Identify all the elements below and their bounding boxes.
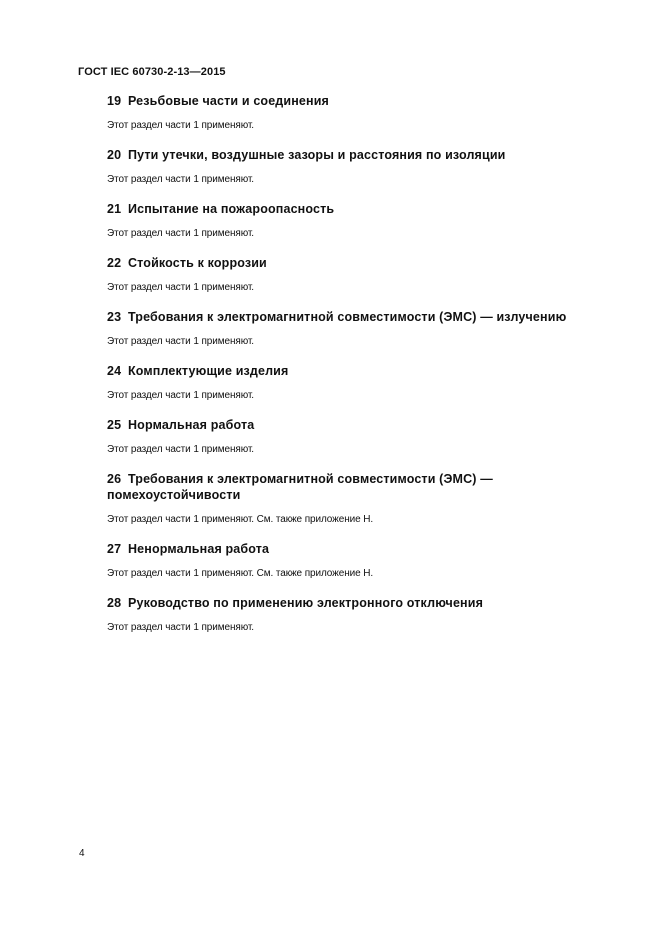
section-text: Этот раздел части 1 применяют. См. также приложение Н. bbox=[107, 514, 374, 525]
section-title: Пути утечки, воздушные зазоры и расстояния по изоляции bbox=[128, 148, 506, 162]
section-title: Испытание на пожароопасность bbox=[128, 202, 335, 216]
section-23 bbox=[107, 309, 607, 348]
section-27 bbox=[107, 541, 607, 580]
section-number: 22 bbox=[107, 256, 122, 270]
section-25 bbox=[107, 417, 607, 456]
section-heading bbox=[107, 541, 607, 557]
section-number: 23 bbox=[107, 310, 122, 324]
section-text: Этот раздел части 1 применяют. bbox=[107, 390, 254, 401]
section-heading bbox=[107, 147, 607, 163]
section-number: 26 bbox=[107, 472, 122, 486]
section-title: Стойкость к коррозии bbox=[128, 256, 267, 270]
section-heading bbox=[107, 309, 607, 325]
section-28 bbox=[107, 595, 607, 634]
section-heading bbox=[107, 255, 607, 271]
section-text: Этот раздел части 1 применяют. bbox=[107, 228, 254, 239]
section-text: Этот раздел части 1 применяют. bbox=[107, 622, 254, 633]
section-heading bbox=[107, 417, 607, 433]
section-heading bbox=[107, 595, 607, 611]
section-title: Ненормальная работа bbox=[128, 542, 270, 556]
section-number: 24 bbox=[107, 364, 122, 378]
section-title: Требования к электромагнитной совместимости (ЭМС) — излучению bbox=[128, 310, 567, 324]
section-24 bbox=[107, 363, 607, 402]
page-number: 4 bbox=[79, 848, 85, 859]
section-19 bbox=[107, 93, 607, 132]
section-number: 25 bbox=[107, 418, 122, 432]
section-number: 20 bbox=[107, 148, 122, 162]
section-number: 19 bbox=[107, 94, 122, 108]
section-text: Этот раздел части 1 применяют. bbox=[107, 282, 254, 293]
standard-code: ГОСТ IEC 60730-2-13—2015 bbox=[78, 66, 226, 78]
section-21 bbox=[107, 201, 607, 240]
section-title: Комплектующие изделия bbox=[128, 364, 289, 378]
section-title: Нормальная работа bbox=[128, 418, 255, 432]
section-number: 28 bbox=[107, 596, 122, 610]
section-22 bbox=[107, 255, 607, 294]
section-26 bbox=[107, 471, 607, 526]
section-text: Этот раздел части 1 применяют. bbox=[107, 336, 254, 347]
section-heading bbox=[107, 363, 607, 379]
section-text: Этот раздел части 1 применяют. bbox=[107, 174, 254, 185]
section-title: Требования к электромагнитной совместимости (ЭМС) — помехоустойчивости bbox=[107, 472, 493, 502]
section-20 bbox=[107, 147, 607, 186]
section-number: 27 bbox=[107, 542, 122, 556]
section-title: Руководство по применению электронного отключения bbox=[128, 596, 484, 610]
section-heading bbox=[107, 201, 607, 217]
section-heading bbox=[107, 93, 607, 109]
section-text: Этот раздел части 1 применяют. См. также приложение Н. bbox=[107, 568, 374, 579]
section-text: Этот раздел части 1 применяют. bbox=[107, 444, 254, 455]
sections-list bbox=[107, 93, 607, 649]
section-number: 21 bbox=[107, 202, 122, 216]
section-title: Резьбовые части и соединения bbox=[128, 94, 330, 108]
section-text: Этот раздел части 1 применяют. bbox=[107, 120, 254, 131]
section-heading bbox=[107, 471, 532, 503]
